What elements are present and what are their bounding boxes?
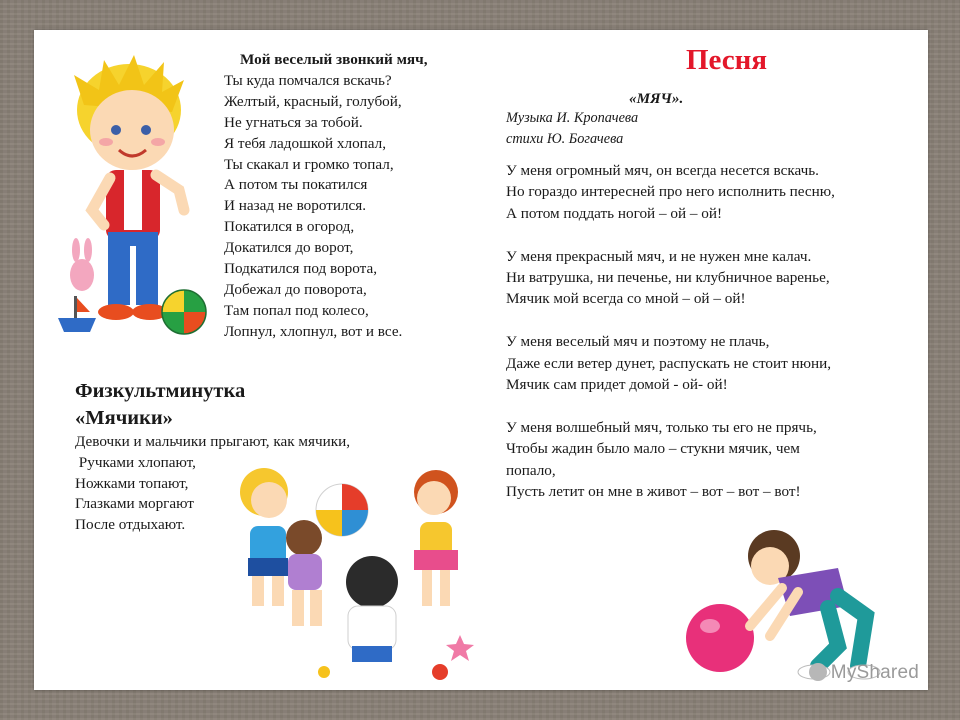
page-sheet: [34, 30, 928, 690]
fizkultminutka-line: После отдыхают.: [75, 516, 186, 534]
lyrics-line: Мячик мой всегда со мной – ой – ой!: [506, 290, 746, 308]
lyrics-line: У меня веселый мяч и поэтому не плачь,: [506, 333, 770, 351]
song-credits: [506, 108, 638, 149]
song-subtitle: «МЯЧ».: [629, 90, 684, 107]
fizkultminutka-title-line: «Мячики»: [75, 407, 173, 429]
poem-line: Не угнаться за тобой.: [224, 113, 363, 131]
lyrics-line: У меня прекрасный мяч, и не нужен мне калач.: [506, 247, 812, 265]
song-lyrics: [506, 160, 835, 502]
lyrics-line: У меня волшебный мяч, только ты его не прячь,: [506, 418, 817, 436]
boy-with-ball-illustration: [44, 50, 214, 350]
fizkultminutka-line: Ручками хлопают,: [75, 453, 196, 471]
poem-line: Лопнул, хлопнул, вот и все.: [224, 322, 403, 340]
fizkultminutka-line: Девочки и мальчики прыгают, как мячики,: [75, 433, 351, 450]
poem-line: Там попал под колесо,: [224, 301, 369, 319]
lyrics-line: У меня огромный мяч, он всегда несется вскачь.: [506, 162, 819, 179]
boy-pushing-ball-illustration: [678, 516, 918, 686]
lyrics-line: Пусть летит он мне в живот – вот – вот – вот!: [506, 483, 801, 501]
poem-line: Докатился до ворот,: [224, 239, 354, 257]
fizkultminutka-line: Глазками моргают: [75, 495, 194, 513]
lyrics-line: А потом поддать ногой – ой – ой!: [506, 204, 723, 222]
lyrics-line: попало,: [506, 461, 556, 479]
poem-line: А потом ты покатился: [224, 176, 368, 194]
music-credit: Музыка И. Кропачева: [506, 110, 639, 126]
poem-line: Добежал до поворота,: [224, 280, 367, 298]
watermark-logo-icon: [809, 663, 827, 681]
lyrics-gap: [506, 395, 835, 416]
poem-line: И назад не воротился.: [224, 197, 367, 215]
lyrics-line: Мячик сам придет домой - ой- ой!: [506, 376, 728, 394]
lyrics-gap: [506, 224, 835, 245]
left-poem: [224, 50, 428, 343]
lyrics-line: Но гораздо интересней про него исполнить песню,: [506, 183, 835, 201]
watermark-text: MyShared: [830, 662, 919, 683]
poem-line: Подкатился под ворота,: [224, 260, 378, 278]
poem-line: Я тебя ладошкой хлопал,: [224, 134, 387, 152]
fizkultminutka-line: Ножками топают,: [75, 474, 189, 492]
lyrics-line: Даже если ветер дунет, распускать не стоит нюни,: [506, 354, 832, 372]
poem-line: Ты куда помчался вскачь?: [224, 71, 392, 89]
lyrics-line: Ни ватрушка, ни печенье, ни клубничное варенье,: [506, 269, 830, 287]
watermark: [809, 662, 919, 684]
fizkultminutka-title-line: Физкультминутка: [75, 380, 246, 402]
lyrics-credit: стихи Ю. Богачева: [506, 130, 624, 147]
lyrics-line: Чтобы жадин было мало – стукни мячик, чем: [506, 440, 800, 458]
lyrics-gap: [506, 310, 835, 331]
poem-line: Желтый, красный, голубой,: [224, 92, 402, 110]
poem-line: Мой веселый звонкий мяч,: [240, 51, 428, 68]
children-playing-illustration: [214, 450, 484, 685]
poem-line: Покатился в огород,: [224, 218, 355, 236]
poem-line: Ты скакал и громко топал,: [224, 155, 394, 173]
song-title: Песня: [686, 44, 768, 76]
fizkultminutka-title: [75, 378, 245, 432]
